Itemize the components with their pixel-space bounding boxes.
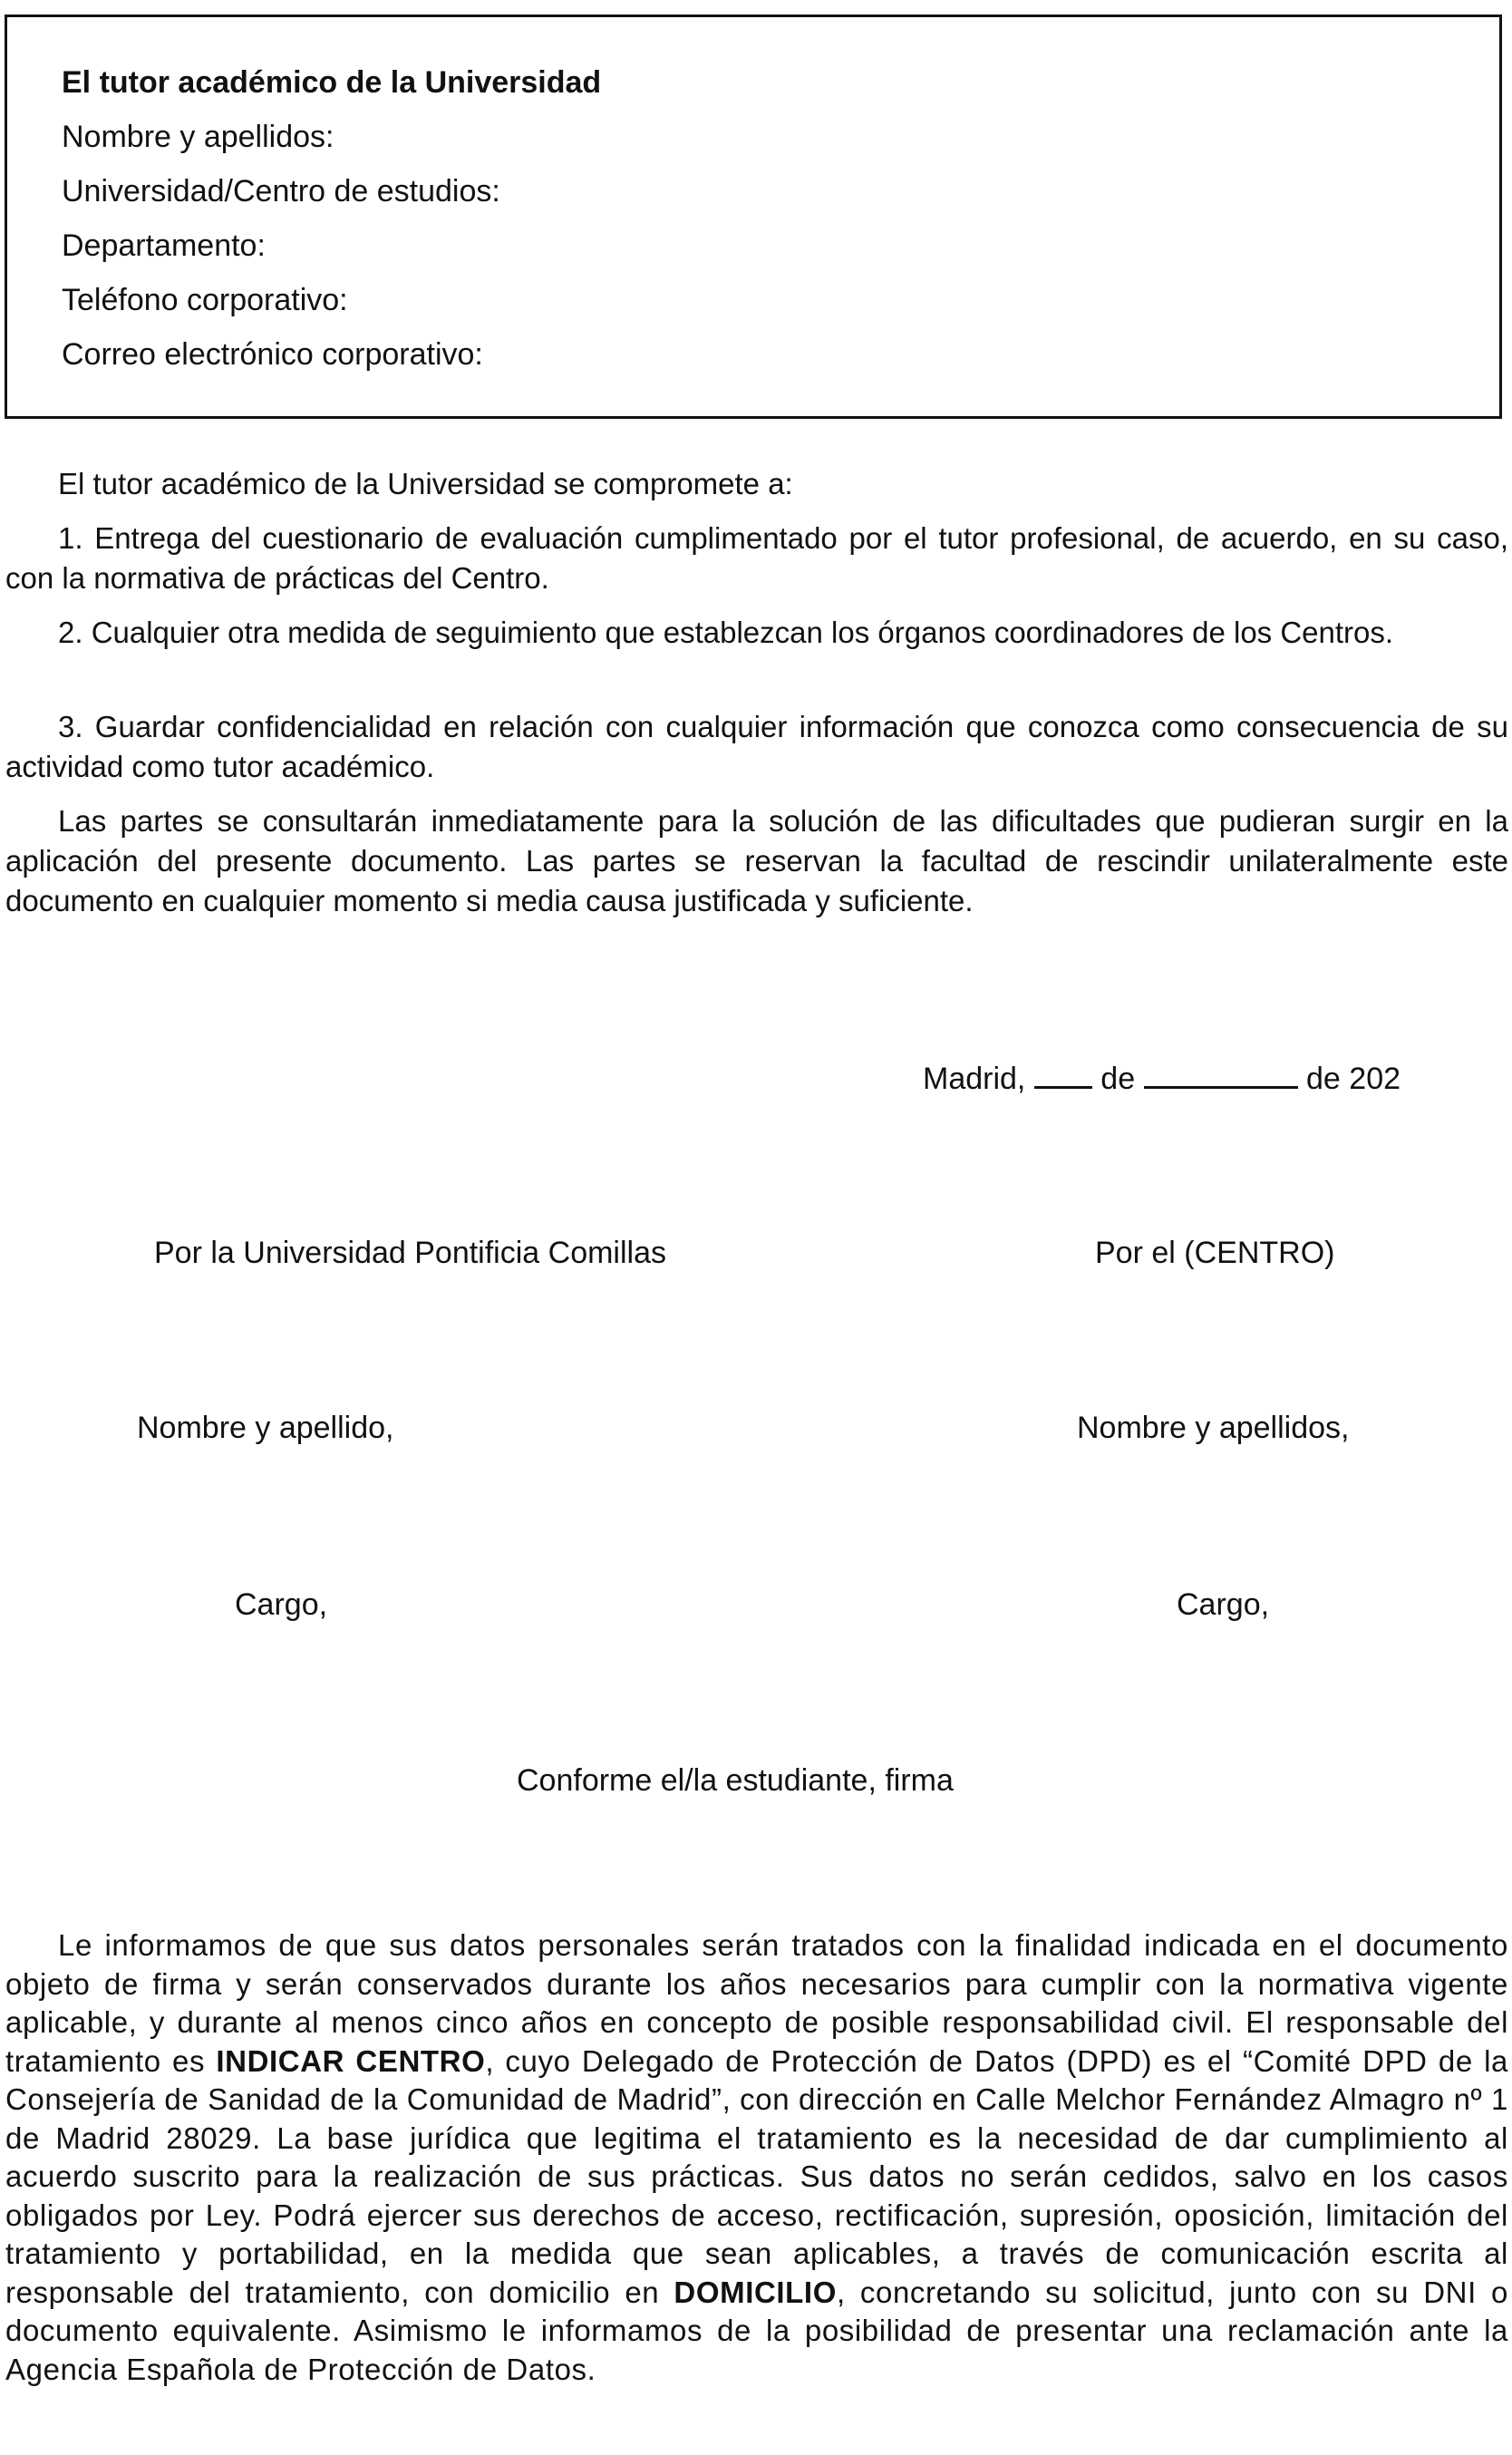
month-blank: [1144, 1059, 1298, 1089]
tutor-email-field: Correo electrónico corporativo:: [62, 337, 483, 372]
signature-right-entity: Por el (CENTRO): [1095, 1236, 1335, 1270]
tutor-phone-field: Teléfono corporativo:: [62, 283, 348, 317]
date-place: Madrid,: [923, 1062, 1026, 1096]
signature-left-name: Nombre y apellido,: [137, 1411, 394, 1445]
commitments-intro: El tutor académico de la Universidad se compromete a:: [58, 467, 793, 500]
domicilio-placeholder: DOMICILIO: [674, 2275, 837, 2309]
signature-left-entity: Por la Universidad Pontificia Comillas: [154, 1236, 667, 1270]
privacy-notice: Le informamos de que sus datos personales serán tratados con la finalidad indicada en el documento objeto de firma y serán conservados durante los años necesarios para cumplir con la normativa vigente aplicable, y durante al menos cinco años en concepto de posible responsabilidad civil. El responsable del tratamiento es INDICAR CENTRO, cuyo Delegado de Protección de Datos (DPD) es el “Comité DPD de la Consejería de Sanidad de la Comunidad de Madrid”, con dirección en Calle Melchor Fernández Almagro nº 1 de Madrid 28029. La base jurídica que legitima el tratamiento es la necesidad de dar cumplimiento al acuerdo suscrito para la realización de sus prácticas. Sus datos no serán cedidos, salvo en los casos obligados por Ley. Podrá ejercer sus derechos de acceso, rectificación, supresión, oposición, limitación del tratamiento y portabilidad, en la medida que sean aplicables, a través de comunicación escrita al responsable del tratamiento, con domicilio en DOMICILIO, concretando su solicitud, junto con su DNI o documento equivalente. Asimismo le informamos de la posibilidad de presentar una reclamación ante la Agencia Española de Protección de Datos.: [5, 1928, 1508, 2386]
date-line: [923, 1059, 1401, 1097]
closing-paragraph: Las partes se consultarán inmediatamente para la solución de las dificultades que pudieran surgir en la aplicación del presente documento. Las partes se reservan la facultad de rescindir unilateralmente este documento en cualquier momento si media causa justificada y suficiente.: [5, 804, 1508, 917]
commitment-item-2: 2. Cualquier otra medida de seguimiento que establezcan los órganos coordinadores de los Centros.: [58, 616, 1394, 649]
student-signature: Conforme el/la estudiante, firma: [517, 1763, 954, 1798]
signature-right-name: Nombre y apellidos,: [1077, 1411, 1350, 1445]
signature-right-role: Cargo,: [1177, 1587, 1270, 1622]
day-blank: [1034, 1059, 1092, 1089]
tutor-department-field: Departamento:: [62, 228, 266, 263]
tutor-university-field: Universidad/Centro de estudios:: [62, 174, 500, 209]
tutor-box-title: El tutor académico de la Universidad: [62, 65, 602, 100]
signature-left-role: Cargo,: [235, 1587, 328, 1622]
centro-placeholder: INDICAR CENTRO: [216, 2043, 486, 2078]
academic-tutor-box: [5, 15, 1502, 419]
commitment-item-1: 1. Entrega del cuestionario de evaluación cumplimentado por el tutor profesional, de acuerdo, en su caso, con la normativa de prácticas del Centro.: [5, 521, 1508, 595]
date-de: de: [1100, 1062, 1136, 1096]
commitment-item-3: 3. Guardar confidencialidad en relación con cualquier información que conozca como consecuencia de su actividad como tutor académico.: [5, 710, 1508, 783]
tutor-name-field: Nombre y apellidos:: [62, 120, 334, 154]
date-year: de 202: [1306, 1062, 1401, 1096]
